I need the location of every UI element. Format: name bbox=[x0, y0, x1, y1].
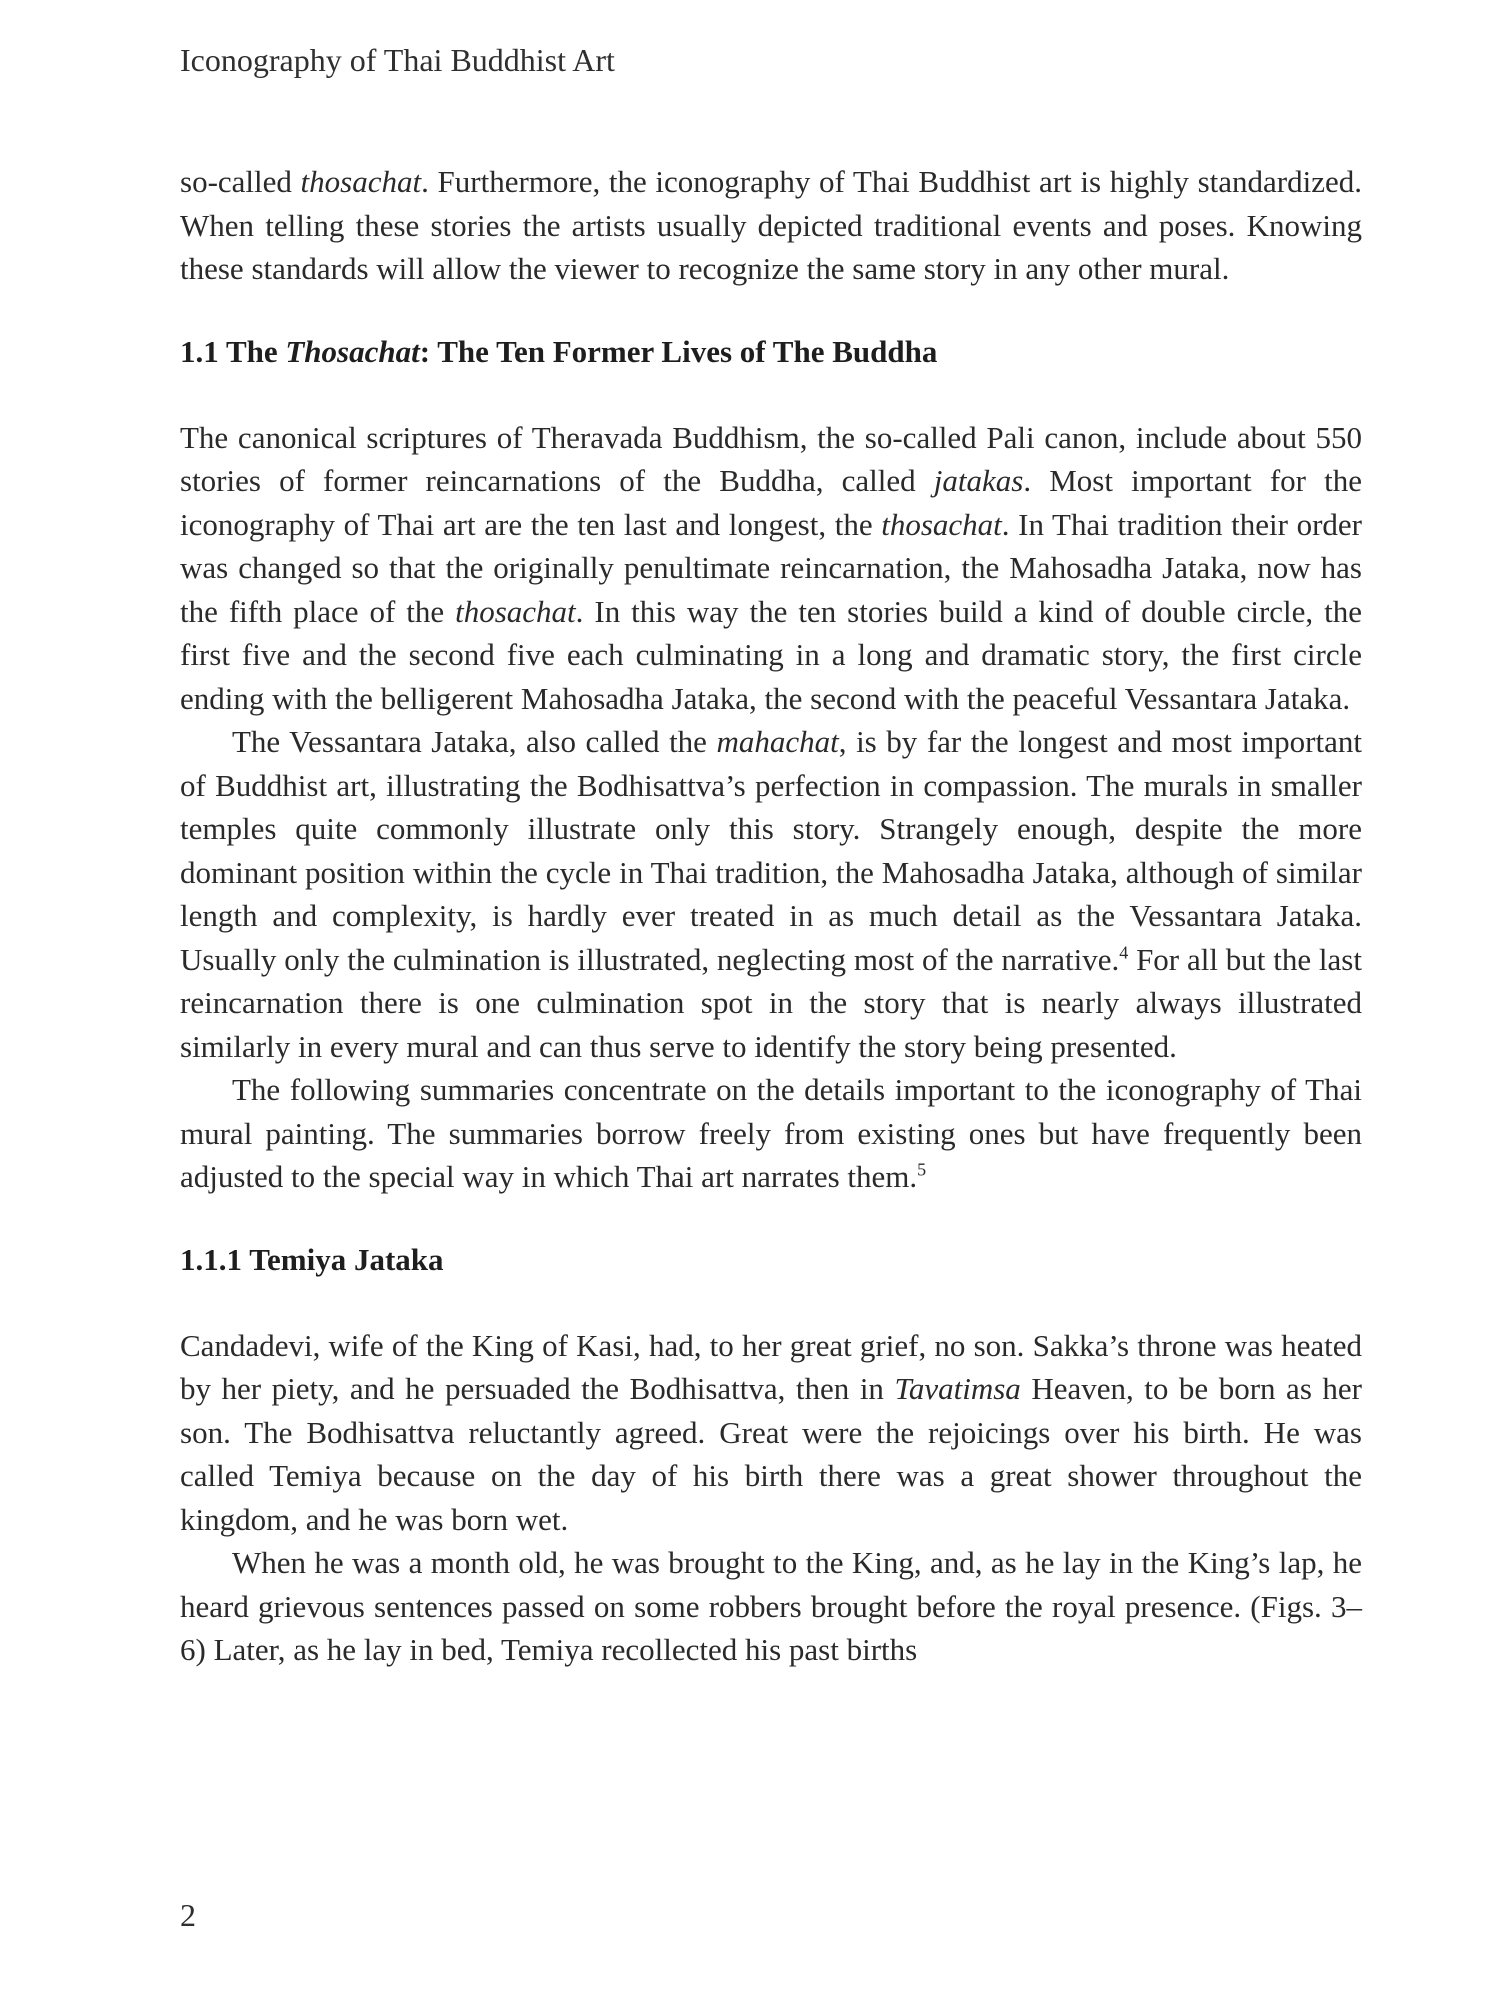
text-run: , is by far the longest and most important of Buddhist art, illustrating the Bodhisattva’s perfection in compassion. The murals in smaller temples quite commonly illustrate only this story. Strangely enough, despite the more dominant position within the cycle in Thai tradition, the Mahosadha Jataka, although of similar length and complexity, is hardly ever treated in as much detail as the Vessantara Jataka. Usually only the culmination is illustrated, neglecting most of the narrative. bbox=[180, 724, 1362, 977]
text-run: so-called bbox=[180, 164, 301, 199]
text-run: . In this way the ten stories build a kind of double circle, the first five and the second five each culminating in a long and dramatic story, the first circle ending with the belligerent Mahosadha Jataka, the second with the peaceful Vessantara Jataka. bbox=[180, 593, 1362, 716]
running-head: Iconography of Thai Buddhist Art bbox=[180, 42, 615, 78]
italic-term: mahachat bbox=[716, 724, 839, 759]
paragraph-vessantara bbox=[180, 720, 1362, 1068]
text-run: . Furthermore, the iconography of Thai Buddhist art is highly standardized. When telling these stories the artists usually depicted traditional events and poses. Knowing these standards will allow the viewer to recognize the same story in any other mural. bbox=[180, 164, 1362, 286]
page-body bbox=[180, 160, 1362, 1672]
text-run: When he was a month old, he was brought to the King, and, as he lay in the King’s lap, he heard grievous sentences passed on some robbers brought before the royal presence. (Figs. 3–6) Later, as he lay in bed, Temiya recollected his past births bbox=[180, 1545, 1362, 1667]
heading-title: : The Ten Former Lives of The Buddha bbox=[419, 333, 938, 369]
italic-term: thosachat bbox=[881, 506, 1002, 542]
heading-number: 1.1 The bbox=[180, 333, 286, 369]
page-number: 2 bbox=[180, 1897, 196, 1933]
heading-italic: Thosachat bbox=[285, 333, 420, 369]
text-run: . Most important for the iconography of Thai art are the ten last and longest, the bbox=[180, 463, 1362, 542]
text-run: The following summaries concentrate on the details important to the iconography of Thai mural painting. The summaries borrow freely from existing ones but have frequently been adjusted to the special way in which Thai art narrates them. bbox=[180, 1072, 1362, 1194]
paragraph-intro bbox=[180, 160, 1362, 291]
text-run: For all but the last reincarnation there is one culmination spot in the story that is nearly always illustrated similarly in every mural and can thus serve to identify the story being presented. bbox=[180, 941, 1362, 1064]
italic-term: thosachat bbox=[455, 593, 576, 629]
italic-term: jatakas bbox=[933, 463, 1024, 498]
text-run: . In Thai tradition their order was changed so that the originally penultimate reincarnation, the Mahosadha Jataka, now has the fifth place of the bbox=[180, 506, 1362, 629]
text-run: The canonical scriptures of Theravada Buddhism, the so-called Pali canon, include about 550 stories of former reincarnations of the Buddha, called bbox=[180, 419, 1362, 498]
text-run: The Vessantara Jataka, also called the bbox=[232, 724, 717, 759]
paragraph-canonical bbox=[180, 416, 1362, 721]
paragraph-summaries bbox=[180, 1068, 1362, 1199]
paragraph-candadevi bbox=[180, 1324, 1362, 1542]
paragraph-month-old bbox=[180, 1541, 1362, 1672]
italic-term: Tavatimsa bbox=[894, 1371, 1021, 1406]
italic-term: thosachat bbox=[300, 164, 422, 199]
section-heading-thosachat bbox=[180, 330, 1362, 373]
footnote-marker: 5 bbox=[917, 1159, 927, 1180]
text-run: Heaven, to be born as her son. The Bodhisattva reluctantly agreed. Great were the rejoicings over his birth. He was called Temiya because on the day of his birth there was a great shower throughout the kingdom, and he was born wet. bbox=[180, 1371, 1362, 1537]
section-heading-temiya: 1.1.1 Temiya Jataka bbox=[180, 1241, 444, 1277]
text-run: Candadevi, wife of the King of Kasi, had, to her great grief, no son. Sakka’s throne was heated by her piety, and he persuaded the Bodhisattva, then in bbox=[180, 1327, 1362, 1406]
footnote-marker: 4 bbox=[1119, 942, 1129, 963]
